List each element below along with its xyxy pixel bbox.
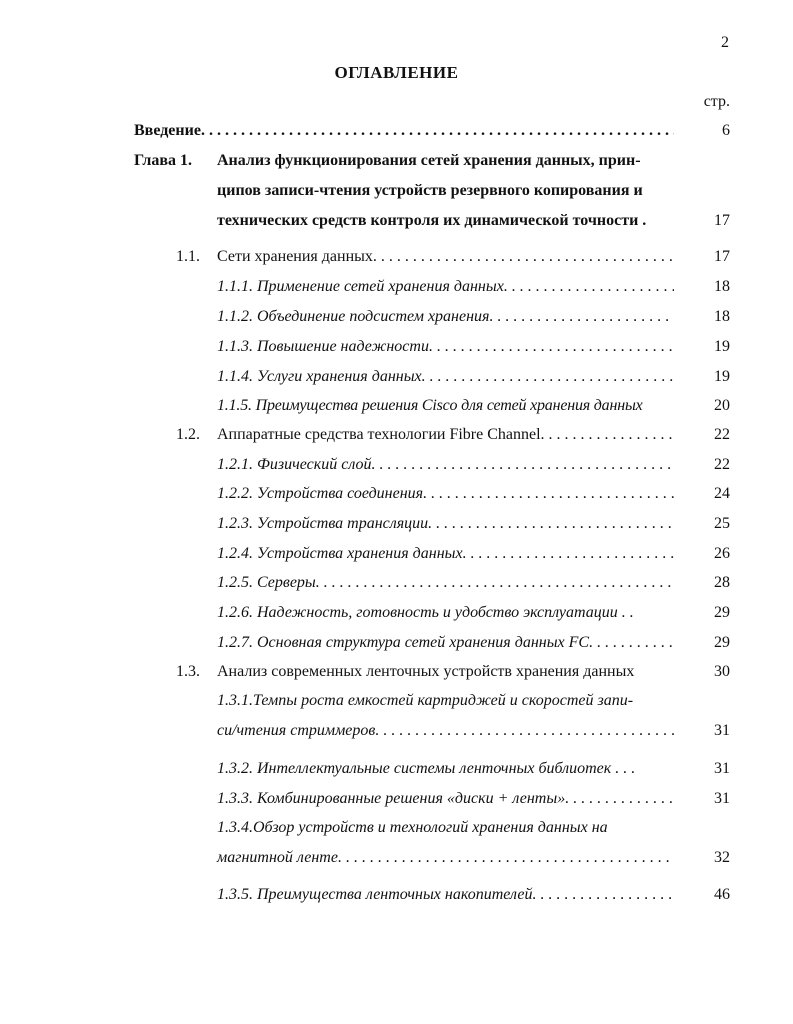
subsection-title: 1.1.4. Услуги хранения данных: [217, 368, 422, 385]
section-page: 17: [714, 248, 730, 265]
section-title: Анализ современных ленточных устройств хранения данных: [217, 663, 635, 680]
toc-intro: [134, 118, 674, 144]
toc-subsection: [217, 718, 674, 744]
chapter-number: Глава 1.: [134, 152, 192, 169]
subsection-page: 20: [714, 397, 730, 414]
toc-subsection: [217, 364, 674, 390]
toc-intro-label: Введение: [134, 122, 201, 139]
subsection-page: 19: [714, 368, 730, 385]
chapter-title-line-1: Анализ функционирования сетей хранения данных, прин-: [217, 152, 641, 169]
subsection-title: 1.2.1. Физический слой: [217, 456, 372, 473]
toc-subsection: [217, 452, 674, 478]
subsection-page: 25: [714, 515, 730, 532]
toc-subsection: [217, 334, 674, 360]
subsection-page: 28: [714, 574, 730, 591]
toc-subsection: [217, 511, 674, 537]
subsection-title: 1.1.3. Повышение надежности: [217, 338, 429, 355]
toc-intro-page: 6: [722, 122, 730, 139]
subsection-title-line-1: 1.3.4.Обзор устройств и технологий хранения данных на: [217, 819, 608, 836]
toc-subsection: [217, 541, 674, 567]
section-title: Сети хранения данных: [217, 248, 373, 265]
toc-subsection-title: 1.2.6. Надежность, готовность и удобство эксплуатации . .: [217, 604, 634, 621]
subsection-page: 29: [714, 634, 730, 651]
subsection-page: 31: [714, 790, 730, 807]
subsection-title-line-2: магнитной ленте: [217, 849, 338, 866]
section-number: 1.3.: [176, 663, 200, 680]
subsection-title: 1.2.3. Устройства трансляции: [217, 515, 429, 532]
toc-section: [217, 244, 674, 270]
toc-subsection: [217, 274, 674, 300]
section-page: 30: [714, 663, 730, 680]
subsection-page: 31: [714, 722, 730, 739]
toc-subsection: [217, 630, 674, 656]
pages-column-header: стр.: [703, 93, 730, 110]
section-page: 22: [714, 426, 730, 443]
subsection-page: 26: [714, 545, 730, 562]
subsection-page: 29: [714, 604, 730, 621]
page-number: 2: [721, 34, 729, 51]
subsection-title: 1.3.5. Преимущества ленточных накопителей: [217, 886, 533, 903]
toc-subsection: [217, 304, 674, 330]
subsection-page: 19: [714, 338, 730, 355]
subsection-title: 1.2.5. Серверы: [217, 574, 316, 591]
toc-subsection-title: 1.1.5. Преимущества решения Cisco для сетей хранения данных: [217, 397, 643, 414]
subsection-page: 18: [714, 278, 730, 295]
subsection-title: 1.2.7. Основная структура сетей хранения данных FC: [217, 634, 590, 651]
toc-section: [217, 422, 674, 448]
subsection-page: 32: [714, 849, 730, 866]
subsection-page: 22: [714, 456, 730, 473]
toc-subsection: [217, 570, 674, 596]
section-number: 1.2.: [176, 426, 200, 443]
toc-subsection: [217, 786, 674, 812]
subsection-title: 1.2.4. Устройства хранения данных: [217, 545, 463, 562]
section-title: Аппаратные средства технологии Fibre Channel: [217, 426, 541, 443]
subsection-title-line-2: си/чтения стриммеров: [217, 722, 376, 739]
subsection-title: 1.3.3. Комбинированные решения «диски + ленты»: [217, 790, 566, 807]
toc-subsection: [217, 845, 674, 871]
subsection-title-line-1: 1.3.1.Темпы роста емкостей картриджей и скоростей запи-: [217, 692, 634, 709]
section-number: 1.1.: [176, 248, 200, 265]
chapter-page: 17: [714, 212, 730, 229]
subsection-page: 31: [714, 760, 730, 777]
toc-subsection: [217, 481, 674, 507]
chapter-title-line-2: ципов записи-чтения устройств резервного копирования и: [217, 182, 643, 199]
subsection-page: 18: [714, 308, 730, 325]
page-title: ОГЛАВЛЕНИЕ: [334, 63, 459, 82]
chapter-title-line-3: технических средств контроля их динамической точности .: [217, 212, 647, 229]
toc-subsection: [217, 882, 674, 908]
toc-subsection-title: 1.3.2. Интеллектуальные системы ленточных библиотек . . .: [217, 760, 636, 777]
subsection-title: 1.2.2. Устройства соединения: [217, 485, 424, 502]
subsection-page: 46: [714, 886, 730, 903]
subsection-page: 24: [714, 485, 730, 502]
subsection-title: 1.1.2. Объединение подсистем хранения: [217, 308, 490, 325]
subsection-title: 1.1.1. Применение сетей хранения данных: [217, 278, 504, 295]
